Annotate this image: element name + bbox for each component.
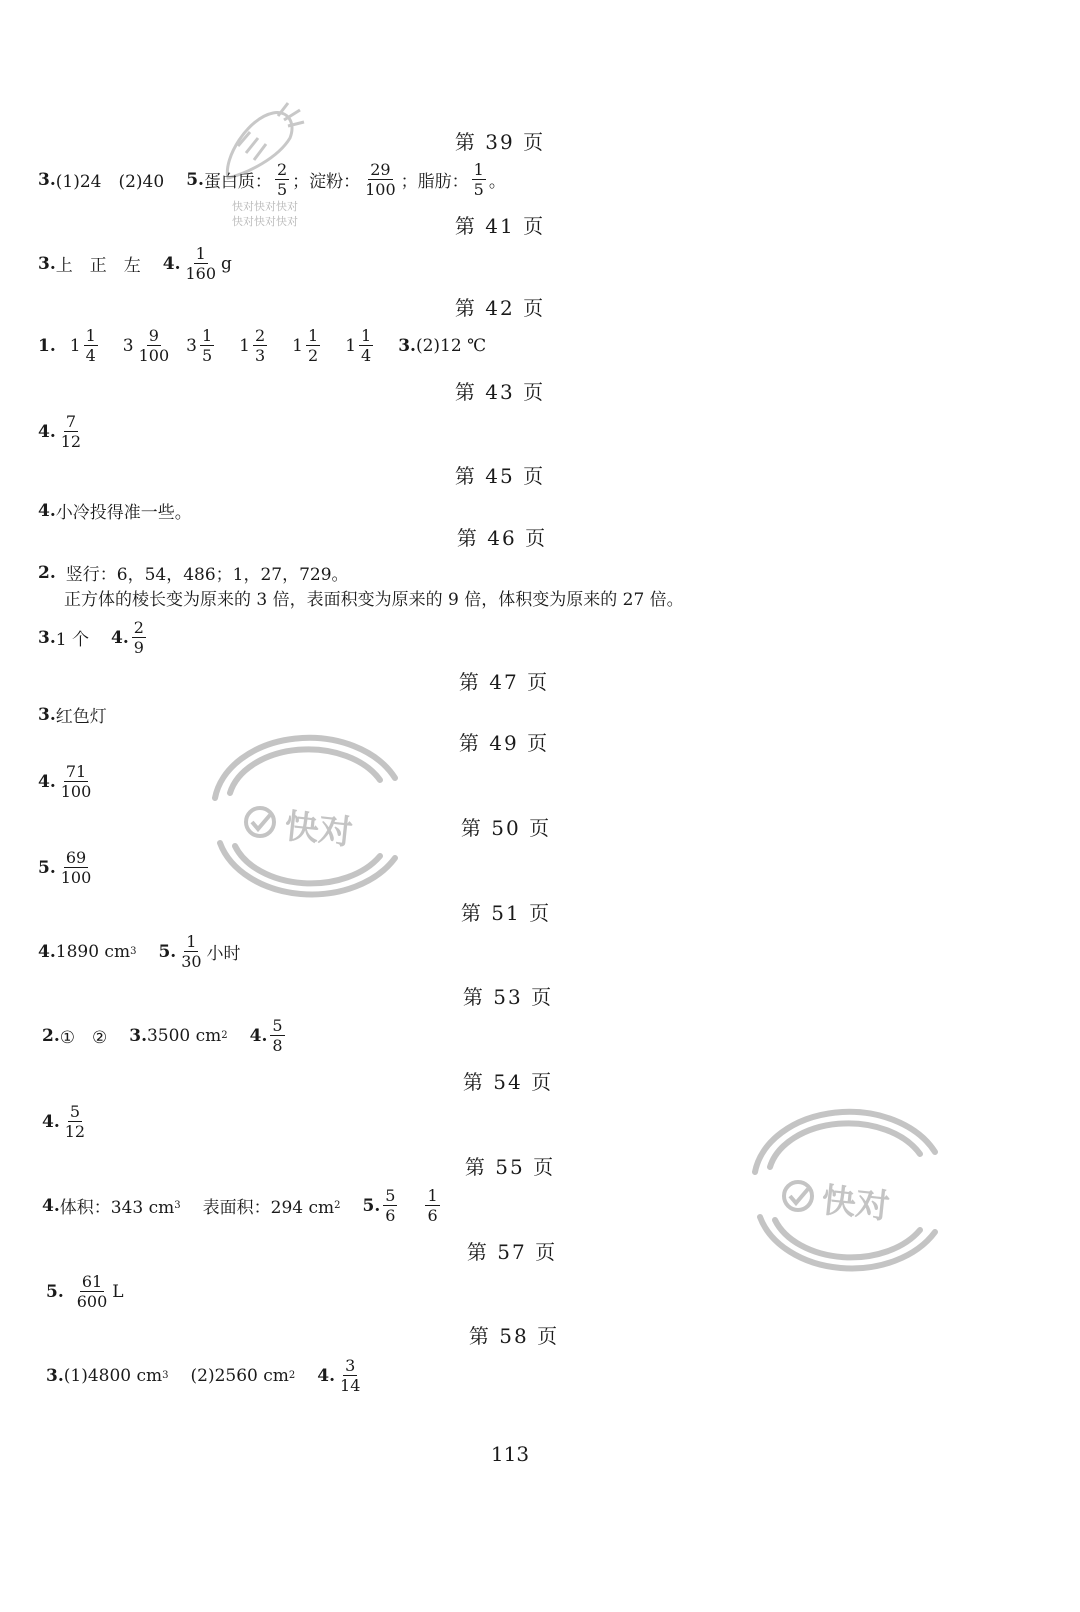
page-heading: 第 42 页 (454, 296, 546, 320)
fraction: $\frac{5}{12}$ (64, 1102, 86, 1141)
watermark-seal-text: 快对 (282, 806, 355, 854)
fraction: $\frac{1}{5}$ (473, 160, 484, 199)
answer-line: 4. $\frac{5}{12}$ (42, 1102, 86, 1141)
answer-line: 4. 体积：343 cm 3 表面积：294 cm 2 5. $\frac{5}{6}$ $\frac{1}{6}$ (42, 1186, 438, 1225)
page-number: 113 (490, 1442, 530, 1466)
fraction: $\frac{3}{14}$ (340, 1356, 361, 1395)
page-heading: 第 39 页 (454, 130, 546, 154)
fraction: $\frac{69}{100}$ (60, 848, 92, 887)
answer-line: 4. $\frac{7}{12}$ (38, 412, 82, 451)
fraction: $\frac{7}{12}$ (60, 412, 82, 451)
page-heading: 第 45 页 (454, 464, 546, 488)
page-heading: 第 49 页 (458, 731, 550, 755)
mixed-number: 1 $\frac{1}{4}$ (345, 326, 372, 365)
mixed-number: 1 $\frac{1}{2}$ (292, 326, 319, 365)
fraction: $\frac{1}{6}$ (427, 1186, 438, 1225)
answer-line: 5. $\frac{61}{600}$ L (46, 1272, 124, 1311)
answer-line: 3. 上 正 左 4. $\frac{1}{160}$ g (38, 244, 232, 283)
mixed-number: 1 $\frac{2}{3}$ (239, 326, 266, 365)
watermark-seal-text: 快对 (819, 1180, 892, 1228)
page-heading: 第 58 页 (468, 1324, 560, 1348)
page-heading: 第 53 页 (462, 985, 554, 1009)
mixed-number: 1 $\frac{1}{4}$ (69, 326, 96, 365)
answer-line: 2. ① ② 3. 3500 cm 2 4. $\frac{5}{8}$ (42, 1016, 283, 1055)
fraction: $\frac{61}{600}$ (76, 1272, 108, 1311)
answer-line: 3. (1)24 (2)40 5. 蛋白质： $\frac{2}{5}$ ；淀粉： $\frac{29}{100}$ ；脂肪： $\frac{1}{5}$ 。 (38, 160, 506, 199)
page-heading: 第 57 页 (466, 1240, 558, 1264)
answer-line: 正方体的棱长变为原来的 3 倍，表面积变为原来的 9 倍，体积变为原来的 27 倍。 (64, 590, 684, 610)
fraction: $\frac{5}{6}$ (385, 1186, 396, 1225)
answer-line: 4. $\frac{71}{100}$ (38, 762, 92, 801)
answer-line: 4. 小冷投得准一些。 (38, 500, 192, 523)
page-heading: 第 54 页 (462, 1070, 554, 1094)
mixed-number: 3 $\frac{1}{5}$ (186, 326, 213, 365)
watermark-small-text: 快对快对快对 (232, 216, 298, 228)
page-heading: 第 41 页 (454, 214, 546, 238)
fraction: $\frac{71}{100}$ (60, 762, 92, 801)
fraction: $\frac{1}{30}$ (181, 932, 202, 971)
answer-line: 5. $\frac{69}{100}$ (38, 848, 92, 887)
page-heading: 第 43 页 (454, 380, 546, 404)
fraction: $\frac{2}{5}$ (276, 160, 288, 199)
answer-line: 2. 竖行：6，54，486；1，27，729。 (38, 562, 349, 585)
watermark-small-text: 快对快对快对 (232, 201, 298, 213)
answer-line: 1. 1 $\frac{1}{4}$ 3 $\frac{9}{100}$ 3 $\frac{1}{5}$ 1 $\frac{2}{3}$ 1 $\frac{1}{2}$ 1 $\frac{1}{4}$ 3. (2)12 ℃ (38, 326, 487, 365)
page-heading: 第 47 页 (458, 670, 550, 694)
fraction: $\frac{1}{160}$ (185, 244, 217, 283)
fraction: $\frac{5}{8}$ (272, 1016, 283, 1055)
answer-line: 3. 红色灯 (38, 704, 107, 727)
answer-line: 4. 1890 cm 3 5. $\frac{1}{30}$ 小时 (38, 932, 241, 971)
page-heading: 第 55 页 (464, 1155, 556, 1179)
page-heading: 第 46 页 (456, 526, 548, 550)
fraction: $\frac{2}{9}$ (133, 618, 144, 657)
page-heading: 第 51 页 (460, 901, 552, 925)
page-heading: 第 50 页 (460, 816, 552, 840)
answer-line: 3. (1)4800 cm 3 (2)2560 cm 2 4. $\frac{3}{14}$ (46, 1356, 361, 1395)
answer-line: 3. 1 个 4. $\frac{2}{9}$ (38, 618, 144, 657)
fraction: $\frac{29}{100}$ (365, 160, 396, 199)
mixed-number: 3 $\frac{9}{100}$ (122, 326, 170, 365)
